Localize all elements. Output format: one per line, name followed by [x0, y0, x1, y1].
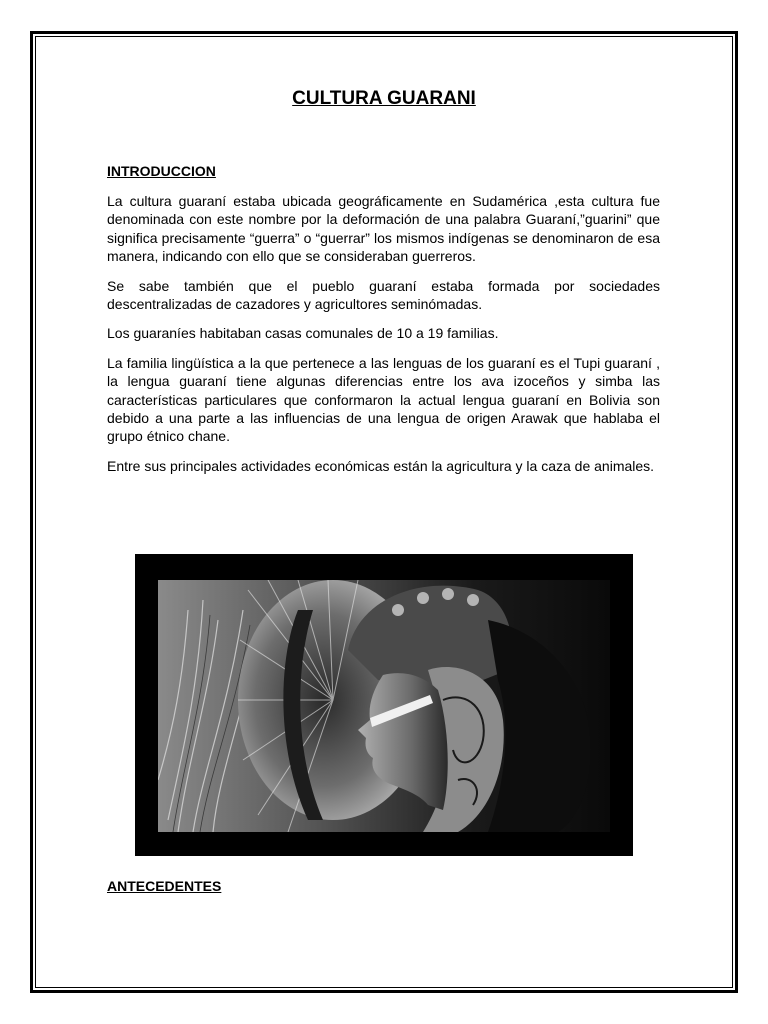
introduction-heading: INTRODUCCION	[107, 163, 216, 179]
portrait-photo	[158, 580, 610, 832]
intro-paragraph-5: Entre sus principales actividades económicas están la agricultura y la caza de animales.	[107, 457, 655, 474]
intro-paragraph-4: La familia lingüística a la que pertenece a las lenguas de los guaraní es el Tupi guaraní , la lengua guaraní tiene algunas diferencias entre los ava izoceños y simba las características particulares que conformaron la actual lengua guaraní en Bolivia son debido a una parte a las influencias de una lengua de origen Arawak que hablaba el grupo étnico chane.	[107, 354, 660, 445]
introduction-body	[107, 192, 660, 486]
antecedentes-heading: ANTECEDENTES	[107, 878, 222, 894]
intro-paragraph-2: Se sabe también que el pueblo guaraní estaba formada por sociedades descentralizadas de cazadores y agricultores seminómadas.	[107, 277, 660, 313]
intro-paragraph-1: La cultura guaraní estaba ubicada geográficamente en Sudamérica ,esta cultura fue denominada con este nombre por la deformación de una palabra Guaraní,”guarini” que significa precisamente “guerra” o “guerrar” los mismos indígenas se denominaron de esa manera, indicando con ello que se consideraban guerreros.	[107, 193, 660, 265]
photo-frame	[135, 554, 633, 856]
intro-paragraph-3: Los guaraníes habitaban casas comunales de 10 a 19 familias.	[107, 325, 499, 342]
document-title: CULTURA GUARANI	[292, 88, 476, 109]
